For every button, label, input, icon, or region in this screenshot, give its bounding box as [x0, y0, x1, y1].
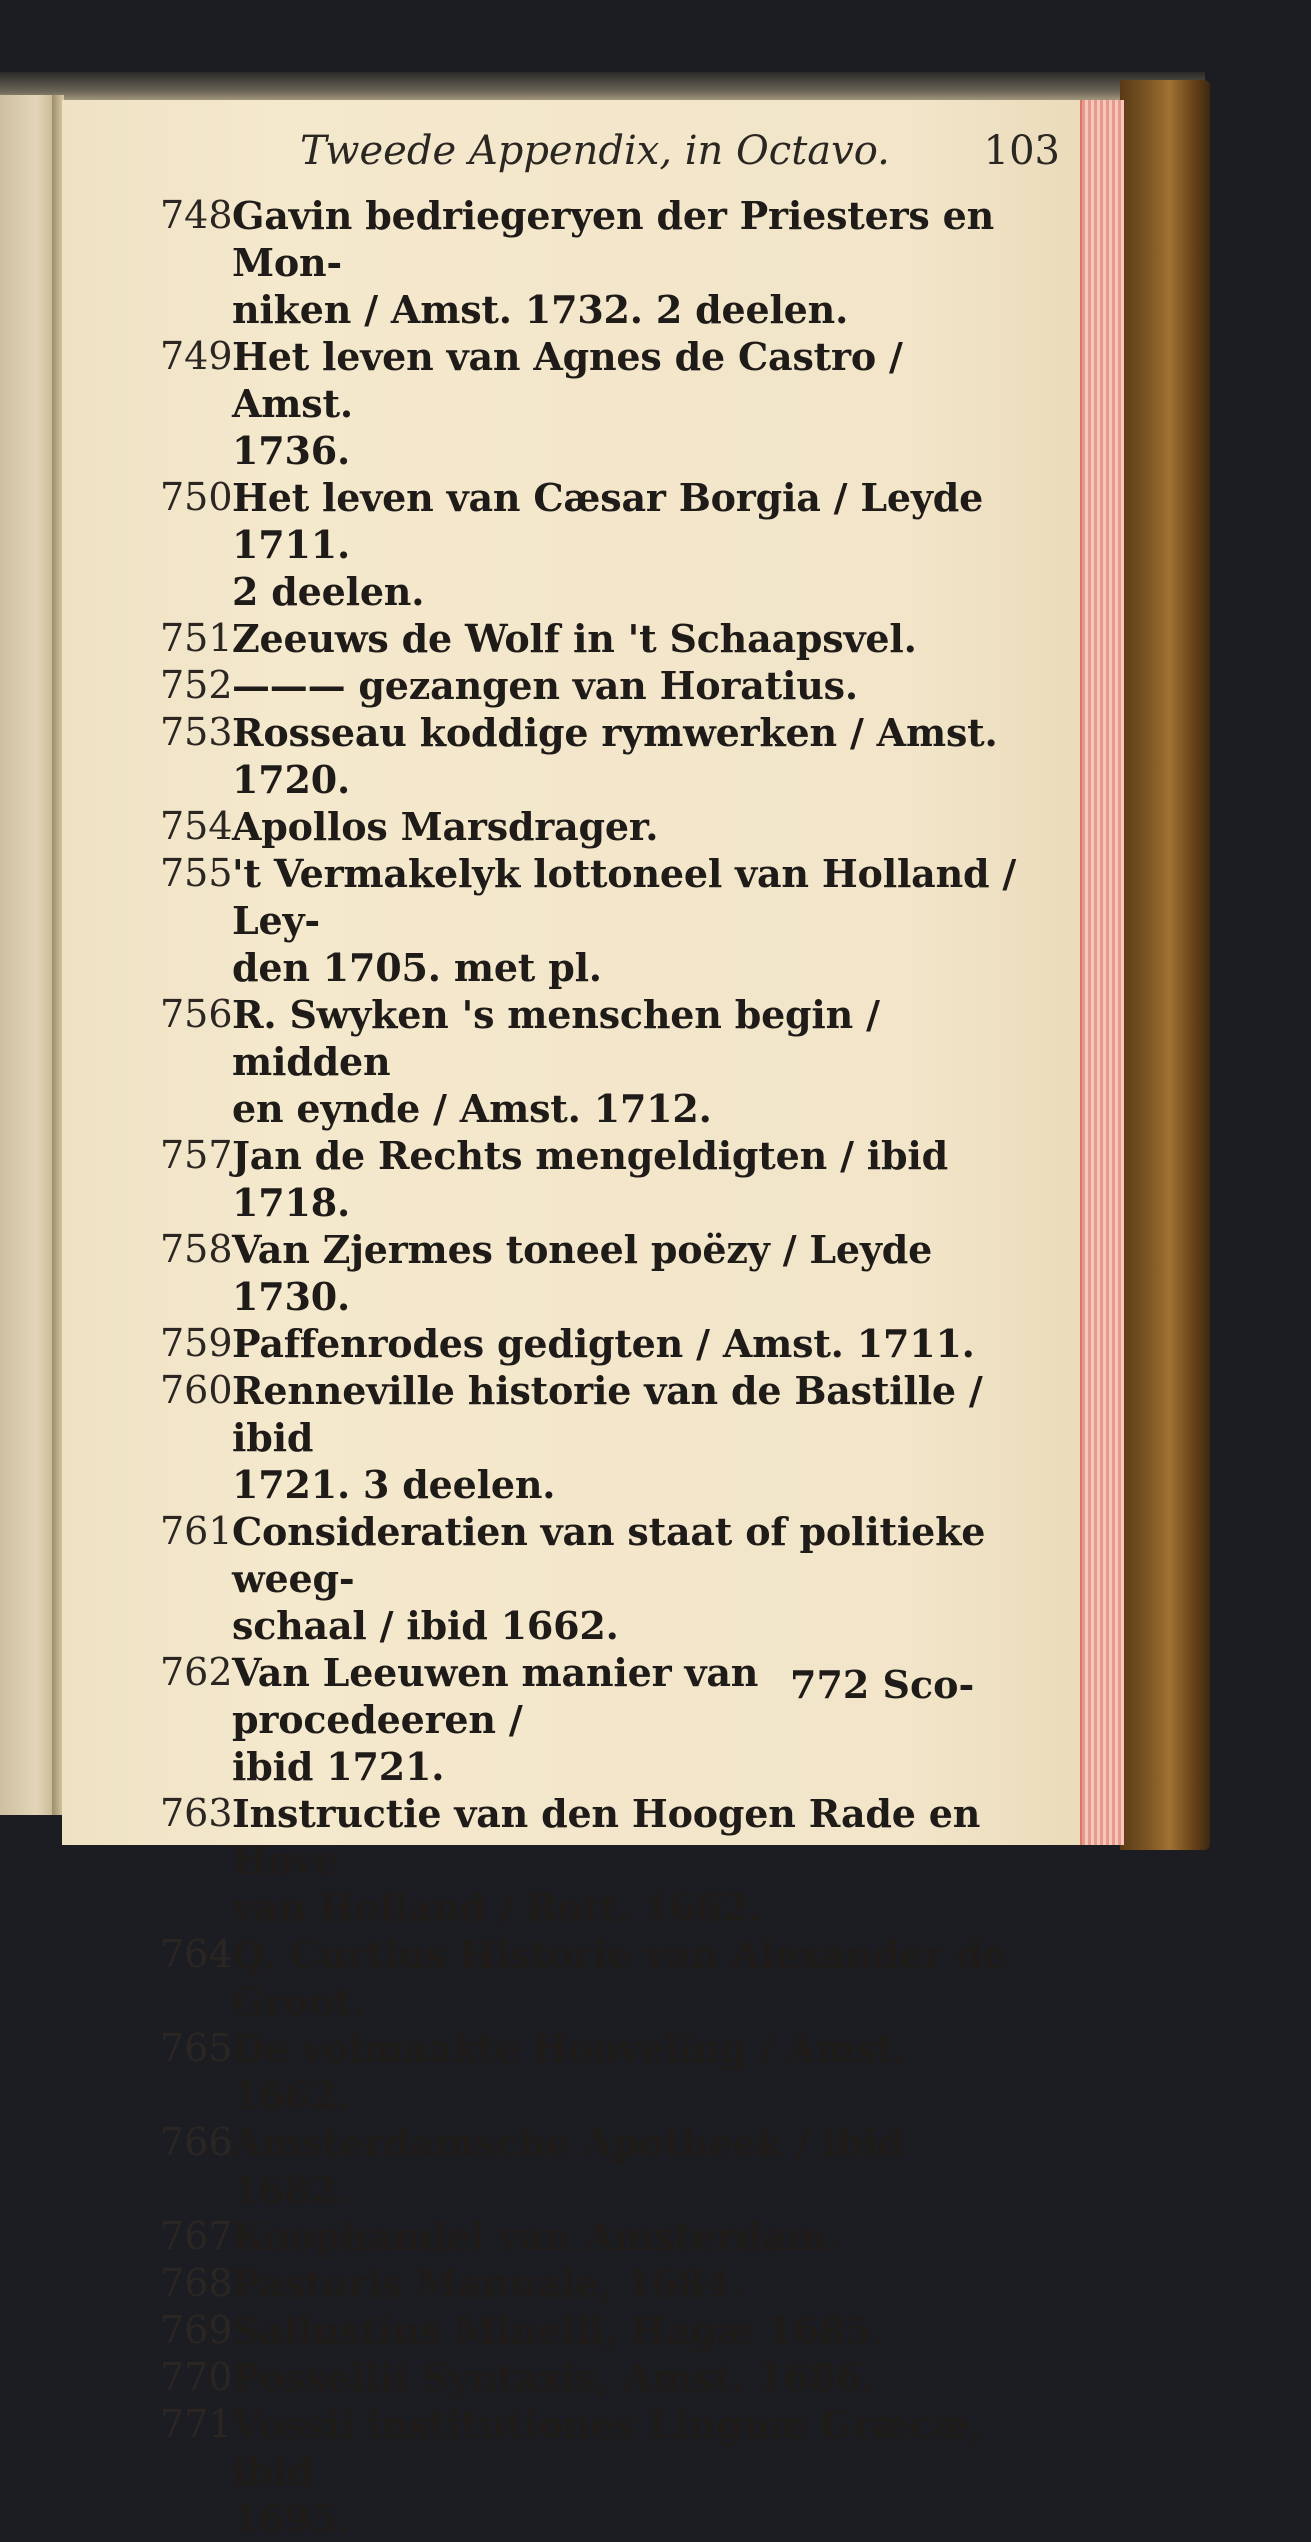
entry-number: 759 — [160, 1321, 233, 1365]
entry-text-line: 't Vermakelyk lottoneel van Holland / Ley- — [232, 851, 1017, 943]
entry-text-line: Vossii institutiones Linguæ Græcæ, ibid — [232, 2402, 983, 2494]
book-cover-edge — [1120, 80, 1210, 1850]
entry-text-line: Het leven van Agnes de Castro / Amst. — [232, 334, 903, 426]
entry-number: 761 — [160, 1509, 233, 1553]
entry-text-line: 1721. 3 deelen. — [232, 1462, 556, 1507]
facing-page-edge — [0, 95, 60, 1815]
entry-text-line: niken / Amst. 1732. 2 deelen. — [232, 287, 849, 332]
entry-number: 765 — [160, 2026, 233, 2070]
page-number: 103 — [983, 128, 1060, 174]
catalogue-entry — [160, 333, 1020, 474]
entry-number: 755 — [160, 851, 233, 895]
entry-number: 764 — [160, 1932, 233, 1976]
entry-text-line: Groot. — [232, 1979, 365, 2024]
catalogue-entry — [160, 850, 1020, 991]
entry-text-line: 1736. — [232, 428, 350, 473]
entry-number: 763 — [160, 1791, 233, 1835]
entry-text-line: Jan de Rechts mengeldigten / ibid 1718. — [232, 1133, 949, 1225]
catalogue-entry — [160, 1931, 1020, 2025]
entry-number: 753 — [160, 710, 233, 754]
entry-text-line: Instructie van den Hoogen Rade en Hove — [232, 1791, 981, 1883]
catchword: 772 Sco- — [790, 1662, 975, 1707]
entry-text-line: Pastoris Manuale, 1684. — [232, 2261, 744, 2306]
entry-text-line: 2 deelen. — [232, 569, 425, 614]
catalogue-entry — [160, 2025, 1020, 2119]
entry-text-line: De volmaakte Hoovelïng / Amst. 1662. — [232, 2026, 908, 2118]
entry-text-line: 1695. — [232, 2496, 350, 2541]
entry-text-line: schaal / ibid 1662. — [232, 1603, 619, 1648]
entry-number: 748 — [160, 193, 233, 237]
running-header — [300, 128, 1060, 188]
catalogue-entry — [160, 2307, 1020, 2354]
entry-text-line: Gavin bedriegeryen der Priesters en Mon- — [232, 193, 995, 285]
entry-number: 750 — [160, 475, 233, 519]
catalogue-entry — [160, 709, 1020, 803]
entry-number: 768 — [160, 2261, 233, 2305]
entry-text-line: ——— gezangen van Horatius. — [232, 663, 858, 708]
entry-number: 771 — [160, 2402, 233, 2446]
entry-text-line: Koophandel van Amsterdam. — [232, 2214, 840, 2259]
entry-text-line: Consideratien van staat of politieke weeg- — [232, 1509, 986, 1601]
entry-number: 752 — [160, 663, 233, 707]
catalogue-entries — [160, 192, 1020, 2542]
catalogue-entry — [160, 1226, 1020, 1320]
entry-text-line: Zeeuws de Wolf in 't Schaapsvel. — [232, 616, 917, 661]
entry-text-line: Amsterdamsche Apotheek / ibid 1682. — [232, 2120, 904, 2212]
entry-text-line: Apollos Marsdrager. — [232, 804, 659, 849]
entry-text-line: Van Zjermes toneel poëzy / Leyde 1730. — [232, 1227, 933, 1319]
catalogue-entry — [160, 1790, 1020, 1931]
catalogue-entry — [160, 2401, 1020, 2542]
entry-text-line: Van Leeuwen manier van procedeeren / — [232, 1650, 759, 1742]
catalogue-entry — [160, 615, 1020, 662]
entry-number: 769 — [160, 2308, 233, 2352]
entry-text-line: Renneville historie van de Bastille / ibid — [232, 1368, 983, 1460]
entry-number: 758 — [160, 1227, 233, 1271]
catalogue-entry — [160, 2354, 1020, 2401]
entry-number: 751 — [160, 616, 233, 660]
catalogue-entry — [160, 2260, 1020, 2307]
catalogue-entry — [160, 662, 1020, 709]
entry-number: 749 — [160, 334, 233, 378]
entry-number: 757 — [160, 1133, 233, 1177]
entry-text-line: Possellii Syntaxis, Amst. 1686. — [232, 2355, 875, 2400]
entry-text-line: en eynde / Amst. 1712. — [232, 1086, 712, 1131]
entry-text-line: Sallustius Minelli, Hagæ 1685. — [232, 2308, 885, 2353]
catalogue-entry — [160, 192, 1020, 333]
catalogue-entry — [160, 1508, 1020, 1649]
catalogue-entry — [160, 991, 1020, 1132]
catalogue-entry — [160, 1132, 1020, 1226]
red-page-edges — [1080, 100, 1124, 1845]
catalogue-entry — [160, 2119, 1020, 2213]
entry-text-line: Q. Curtius Historie van Alexander de — [232, 1932, 1007, 1977]
entry-number: 766 — [160, 2120, 233, 2164]
catalogue-entry — [160, 1320, 1020, 1367]
entry-text-line: van Holland / Rott. 1662. — [232, 1885, 762, 1930]
catalogue-entry — [160, 803, 1020, 850]
entry-number: 754 — [160, 804, 233, 848]
entry-text-line: Rosseau koddige rymwerken / Amst. 1720. — [232, 710, 998, 802]
header-title: Tweede Appendix, in Octavo. — [300, 128, 890, 174]
entry-text-line: ibid 1721. — [232, 1744, 445, 1789]
catalogue-entry — [160, 1367, 1020, 1508]
entry-text-line: Paffenrodes gedigten / Amst. 1711. — [232, 1321, 975, 1366]
entry-text-line: den 1705. met pl. — [232, 945, 602, 990]
entry-number: 760 — [160, 1368, 233, 1412]
entry-number: 762 — [160, 1650, 233, 1694]
entry-number: 756 — [160, 992, 233, 1036]
entry-number: 770 — [160, 2355, 233, 2399]
catalogue-entry — [160, 474, 1020, 615]
entry-text-line: R. Swyken 's menschen begin / midden — [232, 992, 880, 1084]
catalogue-entry — [160, 2213, 1020, 2260]
entry-number: 767 — [160, 2214, 233, 2258]
entry-text-line: Het leven van Cæsar Borgia / Leyde 1711. — [232, 475, 984, 567]
